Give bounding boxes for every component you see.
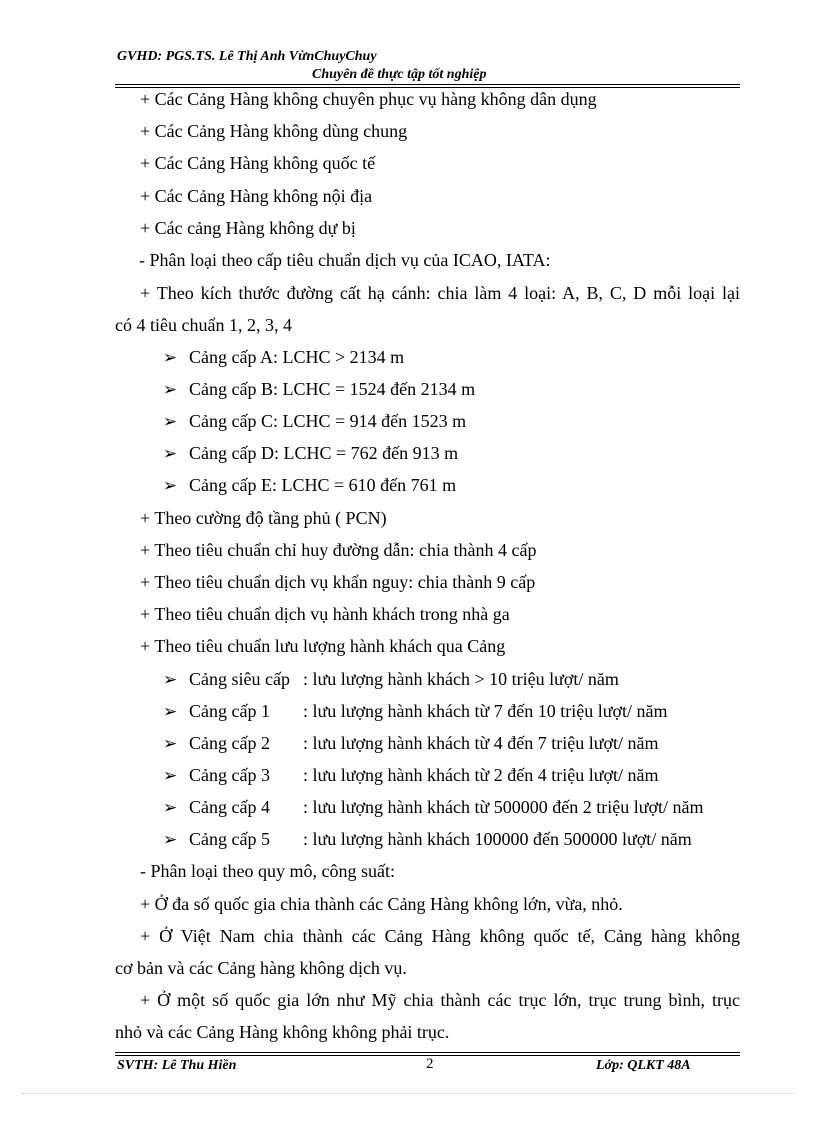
header-advisor: GVHD: PGS.TS. Lê Thị Anh VừnChuyChuy (117, 49, 377, 64)
arrowhead-bullet-icon: ➢ (163, 412, 178, 432)
text-line: có 4 tiêu chuẩn 1, 2, 3, 4 (115, 315, 292, 335)
text-line: + Theo cường độ tầng phủ ( PCN) (140, 508, 387, 528)
list-item (163, 764, 659, 787)
list-item-text: : lưu lượng hành khách từ 4 đến 7 triệu lượt/ năm (303, 733, 659, 753)
page-number: 2 (426, 1056, 434, 1072)
list-item-label: Cảng siêu cấp (189, 669, 290, 689)
arrowhead-bullet-icon: ➢ (163, 702, 178, 722)
text-line: + Theo tiêu chuẩn dịch vụ khẩn nguy: chia thành 9 cấp (140, 572, 536, 592)
footer-student: SVTH: Lê Thu Hiền (117, 1058, 237, 1073)
list-item-text: : lưu lượng hành khách từ 2 đến 4 triệu lượt/ năm (303, 765, 659, 785)
list-item (163, 346, 404, 369)
list-item-text: : lưu lượng hành khách từ 500000 đến 2 triệu lượt/ năm (303, 797, 704, 817)
text-line: - Phân loại theo quy mô, công suất: (140, 861, 395, 881)
text-line: + Các Cảng Hàng không nội địa (140, 186, 373, 206)
list-item-label: Cảng cấp 5 (189, 829, 270, 849)
text-line: + Theo tiêu chuẩn chỉ huy đường dẫn: chia thành 4 cấp (140, 540, 537, 560)
list-item-text: Cảng cấp B: LCHC = 1524 đến 2134 m (189, 379, 476, 399)
header-title: Chuyên đề thực tập tốt nghiệp (312, 67, 487, 82)
text-line: + Ở Việt Nam chia thành các Cảng Hàng không quốc tế, Cảng hàng không (140, 926, 740, 946)
text-line: + Ở đa số quốc gia chia thành các Cảng Hàng không lớn, vừa, nhỏ. (140, 894, 623, 914)
list-item (163, 668, 619, 691)
arrowhead-bullet-icon: ➢ (163, 766, 178, 786)
text-line: + Các Cảng Hàng không quốc tế (140, 153, 376, 173)
arrowhead-bullet-icon: ➢ (163, 476, 178, 496)
list-item-text: Cảng cấp D: LCHC = 762 đến 913 m (189, 443, 459, 463)
text-line: + Các Cảng Hàng không dùng chung (140, 121, 408, 141)
list-item (163, 796, 704, 819)
arrowhead-bullet-icon: ➢ (163, 798, 178, 818)
list-item (163, 474, 456, 497)
list-item-text: Cảng cấp C: LCHC = 914 đến 1523 m (189, 411, 467, 431)
text-line: + Theo tiêu chuẩn lưu lượng hành khách qua Cảng (140, 636, 506, 656)
arrowhead-bullet-icon: ➢ (163, 348, 178, 368)
text-line: + Các Cảng Hàng không chuyên phục vụ hàng không dân dụng (140, 89, 597, 109)
list-item-label: Cảng cấp 3 (189, 765, 270, 785)
text-line: + Theo tiêu chuẩn dịch vụ hành khách trong nhà ga (140, 604, 510, 624)
list-item-label: Cảng cấp 4 (189, 797, 270, 817)
list-item (163, 410, 466, 433)
list-item-text: : lưu lượng hành khách từ 7 đến 10 triệu lượt/ năm (303, 701, 668, 721)
list-item-text: : lưu lượng hành khách 100000 đến 500000 lượt/ năm (303, 829, 692, 849)
arrowhead-bullet-icon: ➢ (163, 380, 178, 400)
arrowhead-bullet-icon: ➢ (163, 444, 178, 464)
list-item (163, 828, 692, 851)
list-item (163, 732, 659, 755)
arrowhead-bullet-icon: ➢ (163, 830, 178, 850)
text-line: - Phân loại theo cấp tiêu chuẩn dịch vụ của ICAO, IATA: (139, 250, 551, 270)
arrowhead-bullet-icon: ➢ (163, 670, 178, 690)
list-item-text: Cảng cấp A: LCHC > 2134 m (189, 347, 405, 367)
list-item (163, 442, 458, 465)
page-edge-divider (22, 1093, 794, 1094)
list-item-label: Cảng cấp 1 (189, 701, 270, 721)
arrowhead-bullet-icon: ➢ (163, 734, 178, 754)
footer-class: Lớp: QLKT 48A (596, 1058, 691, 1073)
text-line: + Các cảng Hàng không dự bị (140, 218, 356, 238)
footer-rule (115, 1052, 740, 1053)
text-line: + Theo kích thước đường cất hạ cánh: chia làm 4 loại: A, B, C, D mỗi loại lại (140, 283, 740, 303)
list-item-text: Cảng cấp E: LCHC = 610 đến 761 m (189, 475, 457, 495)
list-item-label: Cảng cấp 2 (189, 733, 270, 753)
text-line: cơ bản và các Cảng hàng không dịch vụ. (115, 958, 407, 978)
list-item (163, 378, 475, 401)
list-item-text: : lưu lượng hành khách > 10 triệu lượt/ năm (303, 669, 619, 689)
text-line: + Ở một số quốc gia lớn như Mỹ chia thành các trục lớn, trục trung bình, trục (140, 990, 740, 1010)
text-line: nhỏ và các Cảng Hàng không không phải trục. (115, 1022, 450, 1042)
header-rule (115, 84, 740, 85)
list-item (163, 700, 668, 723)
